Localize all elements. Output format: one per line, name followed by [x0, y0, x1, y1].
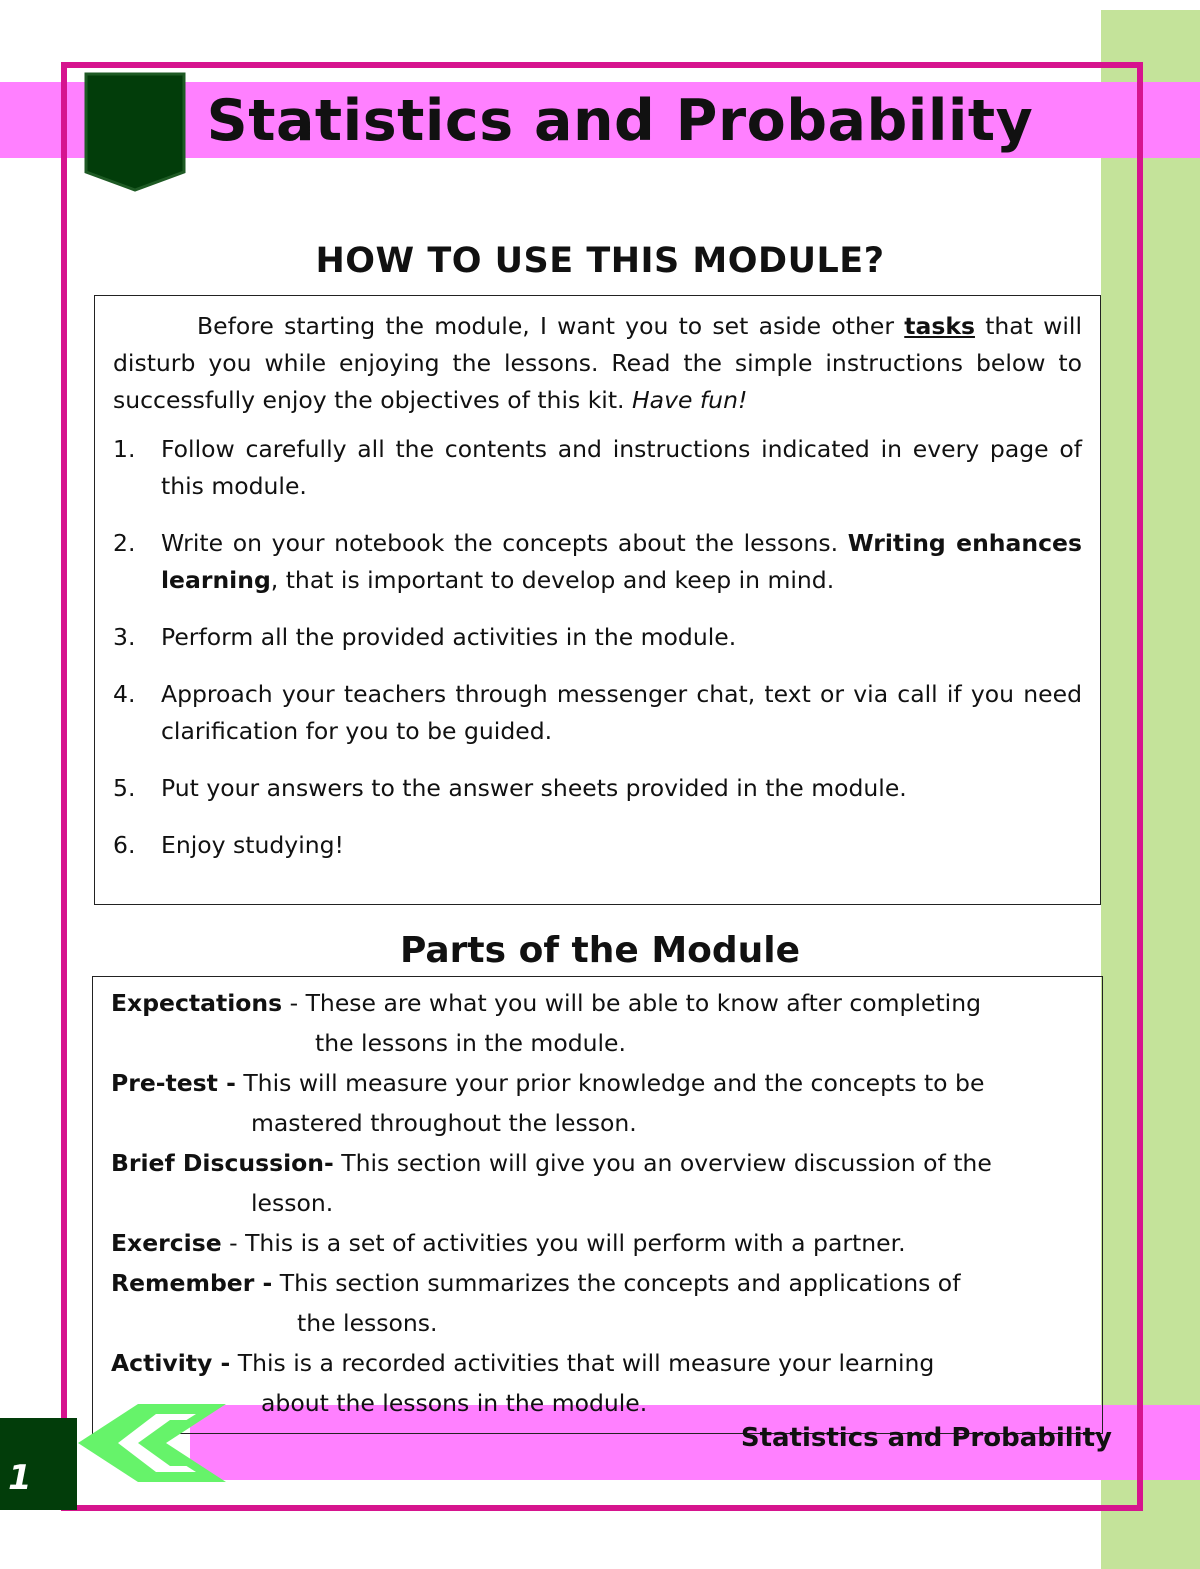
- part-item: [111, 1343, 1084, 1423]
- step-text: Perform all the provided activities in the module.: [161, 623, 737, 651]
- list-item: [113, 619, 1082, 656]
- part-separator: [230, 1349, 237, 1377]
- step-number: 5.: [113, 774, 136, 802]
- part-item: [111, 1223, 1084, 1263]
- part-item: [111, 1143, 1084, 1223]
- step-text-bold: Writing enhances learning: [161, 529, 1082, 594]
- part-description: This is a recorded activities that will measure your learning: [237, 1349, 935, 1377]
- page-number: 1: [8, 1458, 32, 1498]
- how-to-use-box: [94, 295, 1101, 905]
- part-item: [111, 1063, 1084, 1143]
- step-text: Put your answers to the answer sheets provided in the module.: [161, 774, 907, 802]
- step-text-part: , that is important to develop and keep in mind.: [270, 566, 835, 594]
- list-item: [113, 770, 1082, 807]
- step-text-part: Write on your notebook the concepts about the lessons.: [161, 529, 848, 557]
- list-item: [113, 676, 1082, 750]
- part-description: This will measure your prior knowledge and the concepts to be: [243, 1069, 985, 1097]
- part-description-continued: the lessons in the module.: [315, 1029, 626, 1057]
- instruction-list: [113, 431, 1082, 864]
- part-term: Pre-test -: [111, 1069, 236, 1097]
- part-description-continued: mastered throughout the lesson.: [251, 1109, 637, 1137]
- step-number: 6.: [113, 831, 136, 859]
- step-text: [161, 525, 1082, 599]
- intro-text: Before starting the module, I want you to set aside other: [197, 312, 905, 340]
- part-item: [111, 1263, 1084, 1343]
- part-term: Exercise: [111, 1229, 222, 1257]
- list-item: [113, 431, 1082, 505]
- intro-text-continued: that will disturb you while enjoying the lessons. Read the simple instructions below to successfully enjoy the objectives of this kit.: [113, 312, 1082, 414]
- step-text: Approach your teachers through messenger chat, text or via call if you need clarification for you to be guided.: [161, 680, 1082, 745]
- intro-have-fun: Have fun!: [632, 386, 748, 414]
- how-to-use-heading: HOW TO USE THIS MODULE?: [315, 241, 885, 281]
- intro-tasks-emphasis: tasks: [904, 312, 975, 340]
- part-separator: -: [282, 989, 306, 1017]
- list-item: [113, 525, 1082, 599]
- part-description: This is a set of activities you will perform with a partner.: [245, 1229, 906, 1257]
- part-description-continued: lesson.: [251, 1189, 334, 1217]
- step-number: 1.: [113, 435, 136, 463]
- part-description-continued: the lessons.: [297, 1309, 438, 1337]
- step-number: 4.: [113, 680, 136, 708]
- part-term: Expectations: [111, 989, 283, 1017]
- double-chevron-left-icon: [78, 1404, 228, 1482]
- page-title: Statistics and Probability: [206, 88, 1034, 154]
- step-number: 2.: [113, 529, 136, 557]
- step-text: Enjoy studying!: [161, 831, 344, 859]
- part-item: [111, 983, 1084, 1063]
- parts-box: [92, 976, 1103, 1434]
- intro-paragraph: [113, 308, 1082, 419]
- part-term: Remember -: [111, 1269, 273, 1297]
- part-term: Activity -: [111, 1349, 231, 1377]
- part-separator: [272, 1269, 279, 1297]
- part-description: These are what you will be able to know after completing: [305, 989, 982, 1017]
- step-text: Follow carefully all the contents and instructions indicated in every page of this module.: [161, 435, 1082, 500]
- footer-title: Statistics and Probability: [740, 1423, 1112, 1453]
- parts-heading: Parts of the Module: [399, 930, 801, 971]
- part-description-continued: about the lessons in the module.: [261, 1389, 648, 1417]
- part-term: Brief Discussion-: [111, 1149, 334, 1177]
- part-separator: -: [221, 1229, 246, 1257]
- step-number: 3.: [113, 623, 136, 651]
- list-item: [113, 827, 1082, 864]
- part-description: This section summarizes the concepts and applications of: [279, 1269, 961, 1297]
- part-description: This section will give you an overview discussion of the: [341, 1149, 992, 1177]
